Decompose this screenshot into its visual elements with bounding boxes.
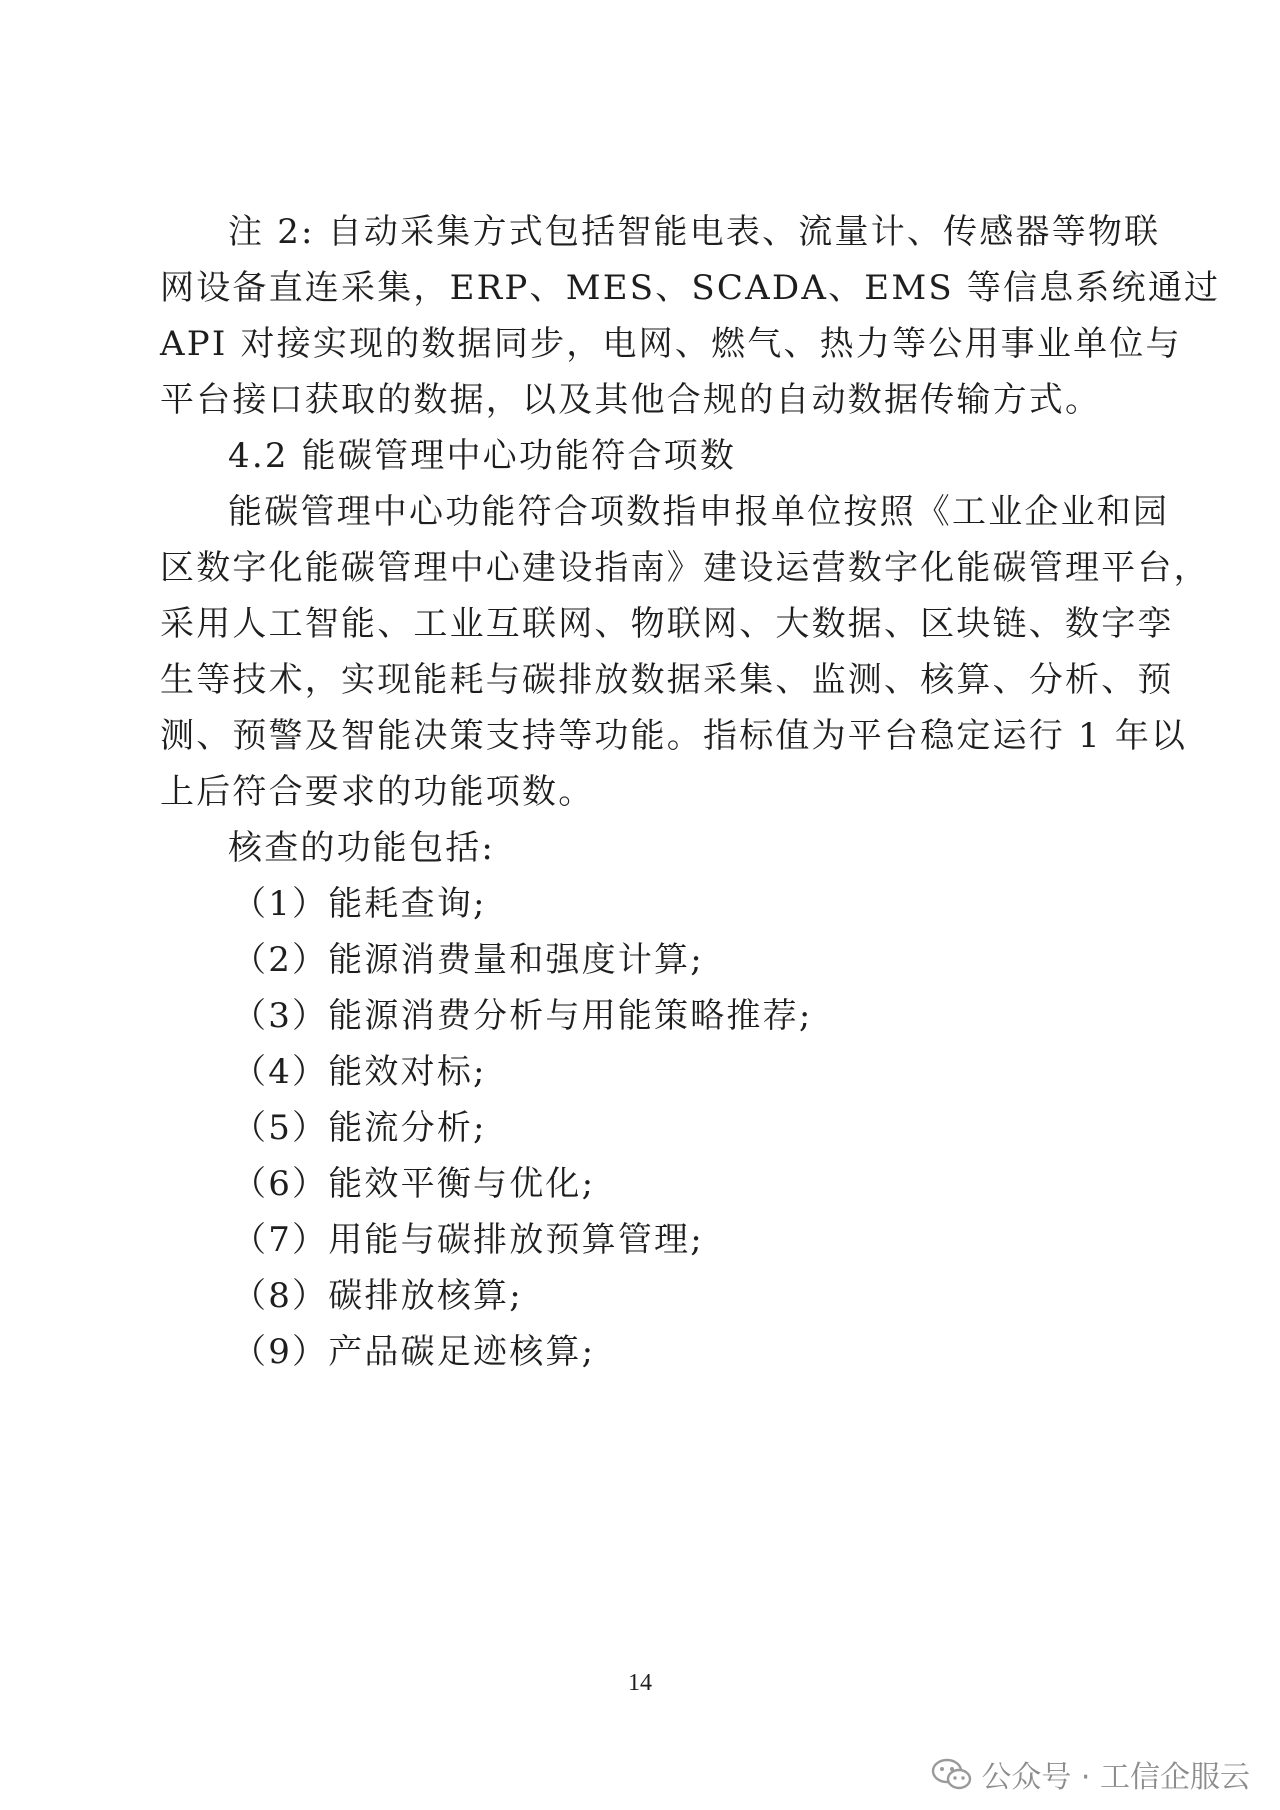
section-heading: 4.2 能碳管理中心功能符合项数 [228, 436, 737, 476]
paragraph-line-6: 上后符合要求的功能项数。 [160, 772, 595, 812]
list-item: （3）能源消费分析与用能策略推荐; [232, 996, 813, 1036]
page-number: 14 [628, 1670, 652, 1696]
note-line-3: API 对接实现的数据同步，电网、燃气、热力等公用事业单位与 [160, 324, 1182, 364]
paragraph-line-5: 测、预警及智能决策支持等功能。指标值为平台稳定运行 1 年以 [160, 716, 1188, 756]
list-item: （7）用能与碳排放预算管理; [232, 1220, 704, 1260]
paragraph-line-3: 采用人工智能、工业互联网、物联网、大数据、区块链、数字孪 [160, 604, 1174, 644]
paragraph-line-1: 能碳管理中心功能符合项数指申报单位按照《工业企业和园 [228, 492, 1170, 532]
note-line-1: 注 2: 自动采集方式包括智能电表、流量计、传感器等物联 [228, 212, 1161, 252]
list-item: （8）碳排放核算; [232, 1276, 523, 1316]
watermark [931, 1752, 1250, 1796]
list-item: （4）能效对标; [232, 1052, 487, 1092]
note-line-2: 网设备直连采集，ERP、MES、SCADA、EMS 等信息系统通过 [160, 268, 1221, 308]
list-intro: 核查的功能包括: [228, 828, 496, 868]
paragraph-line-4: 生等技术，实现能耗与碳排放数据采集、监测、核算、分析、预 [160, 660, 1174, 700]
note-line-4: 平台接口获取的数据，以及其他合规的自动数据传输方式。 [160, 380, 1102, 420]
list-item: （9）产品碳足迹核算; [232, 1332, 596, 1372]
list-item: （1）能耗查询; [232, 884, 487, 924]
list-item: （5）能流分析; [232, 1108, 487, 1148]
wechat-icon [931, 1757, 973, 1791]
list-item: （2）能源消费量和强度计算; [232, 940, 704, 980]
list-item: （6）能效平衡与优化; [232, 1164, 596, 1204]
paragraph-line-2: 区数字化能碳管理中心建设指南》建设运营数字化能碳管理平台， [160, 548, 1210, 588]
watermark-text: 公众号 · 工信企服云 [981, 1760, 1250, 1795]
